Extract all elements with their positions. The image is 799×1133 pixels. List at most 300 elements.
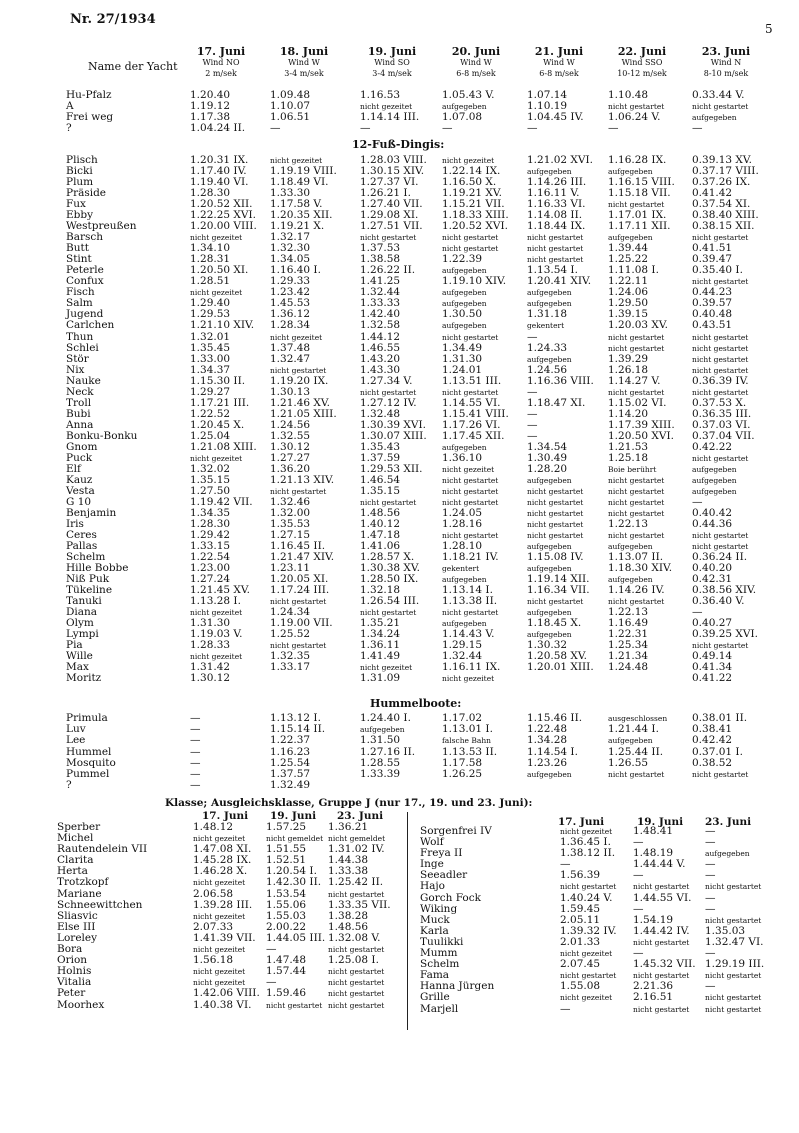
race-result: — <box>692 122 703 135</box>
yacht-name: Salm <box>66 297 93 310</box>
race-result: 1.44.44 V. <box>633 858 686 871</box>
yacht-name: Lympi <box>66 628 99 641</box>
race-result: 1.20.35 XII. <box>270 209 333 222</box>
race-result: 0.42.42 <box>692 734 733 747</box>
race-result: 1.16.11 V. <box>527 187 580 200</box>
race-result: — <box>190 745 201 758</box>
race-result: 1.17.02 <box>442 712 483 724</box>
race-result: nicht gestartet <box>692 354 749 364</box>
yacht-name: Präside <box>66 187 107 200</box>
race-header-speed: 2 m/sek <box>205 69 237 78</box>
race-result: aufgegeben <box>527 564 572 574</box>
race-result: 1.31.42 <box>190 661 231 674</box>
race-result: 1.13.38 II. <box>442 595 498 608</box>
race-result: — <box>705 980 716 993</box>
race-result: nicht gezeitet <box>193 978 246 988</box>
klasse-right-col-header: 19. Juni <box>637 816 684 828</box>
race-result: 1.11.08 I. <box>608 264 659 277</box>
race-result: 0.37.54 XI. <box>692 198 751 211</box>
race-result: 1.31.09 <box>360 672 401 685</box>
race-result: 1.17.58 V. <box>270 198 323 211</box>
race-result: 2.07.45 <box>560 958 601 971</box>
race-result: 1.22.54 <box>190 551 231 564</box>
race-result: nicht gestartet <box>527 486 584 496</box>
race-result: nicht gestartet <box>608 486 665 496</box>
race-result: nicht gestartet <box>692 233 749 243</box>
race-result: nicht gestartet <box>633 971 690 981</box>
race-result: 1.19.10 XIV. <box>442 275 507 288</box>
race-result: 0.40.27 <box>692 617 733 630</box>
yacht-name: Fama <box>420 969 450 982</box>
yacht-name: Olym <box>66 617 94 630</box>
yacht-name: Plum <box>66 176 94 189</box>
klasse-row <box>0 959 799 970</box>
yacht-name: Butt <box>66 242 89 255</box>
race-result: 1.14.54 I. <box>527 745 578 758</box>
race-result: — <box>190 734 201 747</box>
race-result: 1.25.52 <box>270 628 311 641</box>
yacht-name: Kauz <box>66 473 93 486</box>
yacht-name: Tükeline <box>66 584 113 597</box>
race-result: aufgegeben <box>442 442 487 452</box>
race-header-date: 18. Juni <box>279 45 329 58</box>
yacht-name: Sliasvic <box>57 909 98 922</box>
race-result: 1.35.03 <box>705 924 746 937</box>
race-result: 1.21.45 XV. <box>190 584 250 597</box>
race-result: nicht gestartet <box>527 520 584 530</box>
result-row <box>0 596 799 607</box>
race-result: 1.21.05 XIII. <box>270 407 337 420</box>
race-result: 1.21.02 XVI. <box>527 154 593 166</box>
race-result: nicht gestartet <box>527 233 584 243</box>
race-result: 0.37.17 VIII. <box>692 165 759 178</box>
race-result: 0.41.22 <box>692 672 733 685</box>
race-result: 1.16.53 <box>360 89 401 101</box>
race-result: 1.17.39 XIII. <box>608 418 675 431</box>
race-result: 1.07.08 <box>442 111 483 124</box>
race-result: nicht gezeitet <box>360 663 413 673</box>
race-result: 1.31.02 IV. <box>328 843 385 856</box>
race-result: 1.30.13 <box>270 385 311 398</box>
race-result: 1.27.15 <box>270 529 311 542</box>
race-result: 1.38.12 II. <box>560 847 616 860</box>
race-result: nicht gestartet <box>608 102 665 112</box>
race-result: 1.06.51 <box>270 111 311 124</box>
race-header-wind: Wind NO <box>202 58 240 67</box>
race-result: 1.32.48 <box>360 407 401 420</box>
race-result: 1.18.44 IX. <box>527 220 586 233</box>
race-result: nicht gestartet <box>633 1004 690 1014</box>
yacht-name: Seeadler <box>420 869 468 882</box>
race-result: 1.34.37 <box>190 363 231 376</box>
race-result: 1.04.24 II. <box>190 122 246 135</box>
yacht-name: Trotzkopf <box>57 876 109 889</box>
race-result: aufgegeben <box>442 619 487 629</box>
race-result: 1.18.30 XIV. <box>608 562 673 575</box>
race-result: nicht gezeitet <box>270 156 323 165</box>
yacht-name: Else III <box>57 920 96 933</box>
result-row <box>0 780 799 791</box>
result-row <box>0 112 799 123</box>
race-result: nicht gestartet <box>692 343 749 353</box>
race-result: nicht gestartet <box>692 365 749 375</box>
race-result: nicht gestartet <box>608 387 665 397</box>
yacht-name: Loreley <box>57 931 98 944</box>
race-result: aufgegeben <box>692 486 737 496</box>
issue-number: Nr. 27/1934 <box>70 12 156 27</box>
race-header-speed: 3-4 m/sek <box>372 69 412 78</box>
race-header-date: 22. Juni <box>617 45 667 58</box>
race-result: 0.38.52 <box>692 756 733 769</box>
yacht-name: Schlei <box>66 341 99 354</box>
yacht-name: Gnom <box>66 440 98 453</box>
race-result: 1.42.30 II. <box>266 876 322 889</box>
race-result: — <box>270 122 281 135</box>
race-result: 1.39.15 <box>608 308 649 321</box>
race-result: 1.16.33 VI. <box>527 198 586 211</box>
race-result: 1.32.44 <box>360 286 401 299</box>
yacht-name: Puck <box>66 451 93 464</box>
race-result: 1.18.33 XIII. <box>442 209 509 222</box>
yacht-name: Thun <box>66 330 94 343</box>
race-result: 1.21.10 XIV. <box>190 319 255 332</box>
race-result: aufgegeben <box>692 113 737 123</box>
yacht-name: Pallas <box>66 540 98 553</box>
klasse-left-col-header: 17. Juni <box>202 810 249 822</box>
race-result: 1.32.47 <box>270 352 311 365</box>
race-result: 1.41.25 <box>360 275 401 288</box>
race-result: nicht gezeitet <box>442 156 495 165</box>
race-result: nicht gezeitet <box>560 827 613 836</box>
race-result: 1.13.07 II. <box>608 551 664 564</box>
yacht-name: Mosquito <box>66 756 116 769</box>
race-result: 1.39.32 IV. <box>560 924 617 937</box>
race-result: 1.36.10 <box>442 451 483 464</box>
race-result: 1.39.28 III. <box>193 898 253 911</box>
race-result: 1.44.42 IV. <box>633 924 690 937</box>
race-result: 1.20.54 I. <box>266 865 317 878</box>
page-number: 5 <box>765 22 773 36</box>
race-result: — <box>705 891 716 904</box>
race-result: — <box>560 1002 571 1015</box>
race-result: 1.29.42 <box>190 529 231 542</box>
race-header-3 <box>352 46 432 79</box>
race-result: 0.37.03 VI. <box>692 418 751 431</box>
race-result: 1.20.52 XII. <box>190 198 253 211</box>
race-result: 1.26.25 <box>442 767 483 780</box>
race-result: 1.14.55 VI. <box>442 396 501 409</box>
race-result: nicht gestartet <box>608 332 665 342</box>
race-result: 1.48.56 <box>360 507 401 519</box>
race-result: nicht gezeitet <box>270 332 323 342</box>
race-result: 1.47.08 XI. <box>193 843 252 856</box>
yacht-name: Grille <box>420 991 450 1004</box>
result-row <box>0 332 799 343</box>
race-result: 1.38.28 <box>328 909 369 922</box>
race-result: 1.40.38 VI. <box>193 998 252 1011</box>
race-result: — <box>442 122 453 135</box>
race-result: 1.13.12 I. <box>270 712 321 724</box>
race-result: nicht gestartet <box>692 769 749 779</box>
race-result: 1.20.50 XI. <box>190 264 249 277</box>
yacht-name: Schelm <box>420 958 460 971</box>
yacht-name: Muck <box>420 913 450 926</box>
yacht-name: Primula <box>66 712 108 724</box>
race-result: aufgegeben <box>442 321 487 331</box>
race-result: 1.29.40 <box>190 297 231 310</box>
yacht-name: A <box>66 100 74 113</box>
race-result: 1.14.14 III. <box>360 111 420 124</box>
race-result: 1.37.48 <box>270 341 311 354</box>
race-result: 0.36.35 III. <box>692 407 752 420</box>
yacht-name: Freya II <box>420 847 463 860</box>
race-result: 1.17.26 VI. <box>442 418 501 431</box>
race-result: 1.15.41 VIII. <box>442 407 509 420</box>
race-result: nicht gezeitet <box>193 878 246 888</box>
yacht-name: Pummel <box>66 767 110 780</box>
yacht-name: Tuulikki <box>420 935 464 948</box>
race-result: 0.36.39 IV. <box>692 374 749 387</box>
race-result: — <box>705 825 716 837</box>
race-result: 1.29.19 III. <box>705 958 765 971</box>
race-result: 1.19.21 X. <box>270 220 325 233</box>
yacht-name: Westpreußen <box>66 220 137 233</box>
race-result: — <box>190 712 201 724</box>
yacht-name: Plisch <box>66 154 98 166</box>
race-result: 1.13.53 II. <box>442 745 498 758</box>
race-result: nicht gestartet <box>692 641 749 651</box>
race-result: 0.43.51 <box>692 319 733 332</box>
race-result: 1.32.01 <box>190 330 231 343</box>
yacht-name: Ceres <box>66 529 97 542</box>
race-result: 1.28.30 <box>190 187 231 200</box>
race-result: 1.35.15 <box>360 484 401 497</box>
race-result: — <box>266 976 277 989</box>
race-result: 1.32.08 V. <box>328 931 381 944</box>
race-result: nicht gestartet <box>442 233 499 243</box>
race-result: nicht gestartet <box>705 971 762 981</box>
race-result: 1.33.35 VII. <box>328 898 391 911</box>
race-result: 1.43.20 <box>360 352 401 365</box>
race-result: 1.27.34 V. <box>360 374 413 387</box>
yacht-name: Bora <box>57 943 83 956</box>
race-result: 1.28.16 <box>442 518 483 531</box>
race-result: 1.15.08 IV. <box>527 551 584 564</box>
race-result: 1.17.38 <box>190 111 231 124</box>
race-result: nicht gezeitet <box>190 608 243 618</box>
race-result: 1.41.06 <box>360 540 401 553</box>
yacht-name: Nauke <box>66 374 101 387</box>
race-result: 1.39.29 <box>608 352 649 365</box>
race-result: 1.16.40 I. <box>270 264 321 277</box>
yacht-name: Bicki <box>66 165 93 178</box>
result-row <box>0 486 799 497</box>
race-result: aufgegeben <box>442 575 487 585</box>
klasse-right-table <box>0 826 799 1015</box>
race-result: — <box>360 122 371 135</box>
race-result: 1.16.50 X. <box>442 176 497 189</box>
race-result: 1.44.55 VI. <box>633 891 692 904</box>
race-result: nicht gestartet <box>608 531 665 541</box>
race-result: nicht gestartet <box>442 332 499 342</box>
race-result: 1.40.24 V. <box>560 891 613 904</box>
race-result: 1.46.28 X. <box>193 865 248 878</box>
race-result: nicht gestartet <box>608 509 665 518</box>
yacht-name: Moorhex <box>57 998 105 1011</box>
race-header-date: 20. Juni <box>451 45 501 58</box>
result-row <box>0 769 799 780</box>
race-result: 1.28.51 <box>190 275 231 288</box>
race-result: — <box>633 869 644 882</box>
race-result: — <box>692 495 703 508</box>
race-result: 2.01.33 <box>560 935 601 948</box>
yacht-name: Sperber <box>57 821 101 833</box>
race-result: nicht gestartet <box>705 1004 762 1014</box>
race-result: 1.33.00 <box>190 352 231 365</box>
yacht-name: Fisch <box>66 286 95 299</box>
race-result: aufgegeben <box>692 475 737 485</box>
race-result: 1.30.12 <box>270 440 311 453</box>
race-result: 0.41.42 <box>692 187 733 200</box>
race-result: — <box>527 385 538 398</box>
race-result: 1.25.08 I. <box>328 954 379 967</box>
yacht-name: Orion <box>57 954 88 967</box>
race-result: 1.22.52 <box>190 407 231 420</box>
race-result: 1.32.47 VI. <box>705 935 764 948</box>
race-result: 1.30.50 <box>442 308 483 321</box>
race-result: 1.28.57 X. <box>360 551 415 564</box>
race-result: 1.25.54 <box>270 756 311 769</box>
yacht-name: Hille Bobbe <box>66 562 129 575</box>
race-result: — <box>190 767 201 780</box>
yacht-name: Luv <box>66 723 86 736</box>
race-result: nicht gestartet <box>270 597 327 607</box>
race-result: 1.16.45 II. <box>270 540 326 553</box>
race-result: 1.48.41 <box>633 825 674 837</box>
race-result: nicht gezeitet <box>190 652 243 662</box>
race-result: nicht gestartet <box>442 387 499 397</box>
race-result: Boie berührt <box>608 464 657 474</box>
race-result: nicht gestartet <box>692 531 749 541</box>
race-result: 1.14.08 II. <box>527 209 583 222</box>
race-result: 1.45.32 VII. <box>633 958 696 971</box>
klasse-row <box>0 981 799 992</box>
race-result: 1.17.40 IV. <box>190 165 247 178</box>
yacht-name: Michel <box>57 832 94 845</box>
race-result: 1.13.01 I. <box>442 723 493 736</box>
race-result: 0.42.31 <box>692 573 733 586</box>
race-result: nicht gestartet <box>692 277 749 287</box>
race-result: 1.29.27 <box>190 385 231 398</box>
race-result: 1.06.24 V. <box>608 111 661 124</box>
race-result: 1.31.30 <box>190 617 231 630</box>
race-result: 2.07.33 <box>193 920 234 933</box>
race-result: 0.42.22 <box>692 440 733 453</box>
race-result: 1.33.30 <box>270 187 311 200</box>
race-result: 1.22.11 <box>608 275 649 288</box>
race-result: 1.15.02 VI. <box>608 396 667 409</box>
race-result: 1.28.03 VIII. <box>360 154 427 166</box>
race-result: nicht gestartet <box>442 497 499 507</box>
race-result: 1.14.26 III. <box>527 176 587 189</box>
race-result: 0.37.01 I. <box>692 745 743 758</box>
race-result: 1.27.40 VII. <box>360 198 423 211</box>
race-result: 0.44.36 <box>692 518 733 531</box>
race-result: 1.29.50 <box>608 297 649 310</box>
klasse-right-col-header: 17. Juni <box>558 816 605 828</box>
race-header-speed: 8-10 m/sek <box>703 69 749 78</box>
race-header-1 <box>182 46 260 79</box>
race-result: 0.41.51 <box>692 242 733 255</box>
result-row <box>0 651 799 662</box>
race-result: nicht gestartet <box>442 531 499 541</box>
race-result: — <box>527 429 538 442</box>
race-result: 1.24.05 <box>442 507 483 519</box>
race-result: 1.16.23 <box>270 745 311 758</box>
race-result: — <box>190 723 201 736</box>
race-result: 1.20.01 XIII. <box>527 661 594 674</box>
race-result: 1.32.35 <box>270 650 311 663</box>
yacht-name: Ebby <box>66 209 94 222</box>
race-header-date: 21. Juni <box>534 45 584 58</box>
race-result: nicht gemeldet <box>328 834 386 844</box>
name-column-header: Name der Yacht <box>88 60 178 73</box>
race-result: 1.22.13 <box>608 606 649 619</box>
race-result: 1.24.48 <box>608 661 649 674</box>
yacht-name: Tanuki <box>66 595 102 608</box>
race-result: — <box>190 756 201 769</box>
race-result: 1.55.03 <box>266 909 307 922</box>
race-result: aufgegeben <box>527 769 572 779</box>
race-result: 0.35.40 I. <box>692 264 743 277</box>
yacht-name: Rautendelein VII <box>57 843 148 856</box>
race-result: 1.56.18 <box>193 954 234 967</box>
race-result: nicht gestartet <box>328 989 385 999</box>
race-result: 1.30.38 XV. <box>360 562 420 575</box>
race-result: 1.46.55 <box>360 341 401 354</box>
race-result: 1.35.15 <box>190 473 231 486</box>
race-result: 1.25.42 II. <box>328 876 384 889</box>
race-result: 0.49.14 <box>692 650 733 663</box>
race-result: 1.13.54 I. <box>527 264 578 277</box>
race-result: nicht gestartet <box>527 597 584 607</box>
race-result: 1.37.57 <box>270 767 311 780</box>
race-header-6 <box>600 46 684 79</box>
race-result: 1.55.08 <box>560 980 601 993</box>
race-result: 1.33.38 <box>328 865 369 878</box>
race-header-speed: 6-8 m/sek <box>456 69 496 78</box>
race-result: 1.20.45 X. <box>190 418 245 431</box>
race-result: 1.28.34 <box>270 319 311 332</box>
race-header-speed: 10-12 m/sek <box>617 69 667 78</box>
race-result: — <box>705 947 716 960</box>
race-result: nicht gestartet <box>560 882 617 892</box>
race-result: — <box>633 836 644 849</box>
klasse-row <box>0 926 799 937</box>
yacht-name: Vitalia <box>57 976 92 989</box>
race-result: 1.13.14 I. <box>442 584 493 597</box>
race-result: 1.54.19 <box>633 913 674 926</box>
race-result: aufgegeben <box>527 608 572 618</box>
yacht-name: Gorch Fock <box>420 891 481 904</box>
race-result: 1.35.53 <box>270 518 311 531</box>
race-result: 1.29.15 <box>442 639 483 652</box>
race-result: 1.28.31 <box>190 253 231 266</box>
yacht-name: Hu-Pfalz <box>66 89 112 101</box>
race-result: 1.53.54 <box>266 887 307 900</box>
race-result: 2.00.22 <box>266 920 307 933</box>
yacht-name: Troll <box>66 396 92 409</box>
